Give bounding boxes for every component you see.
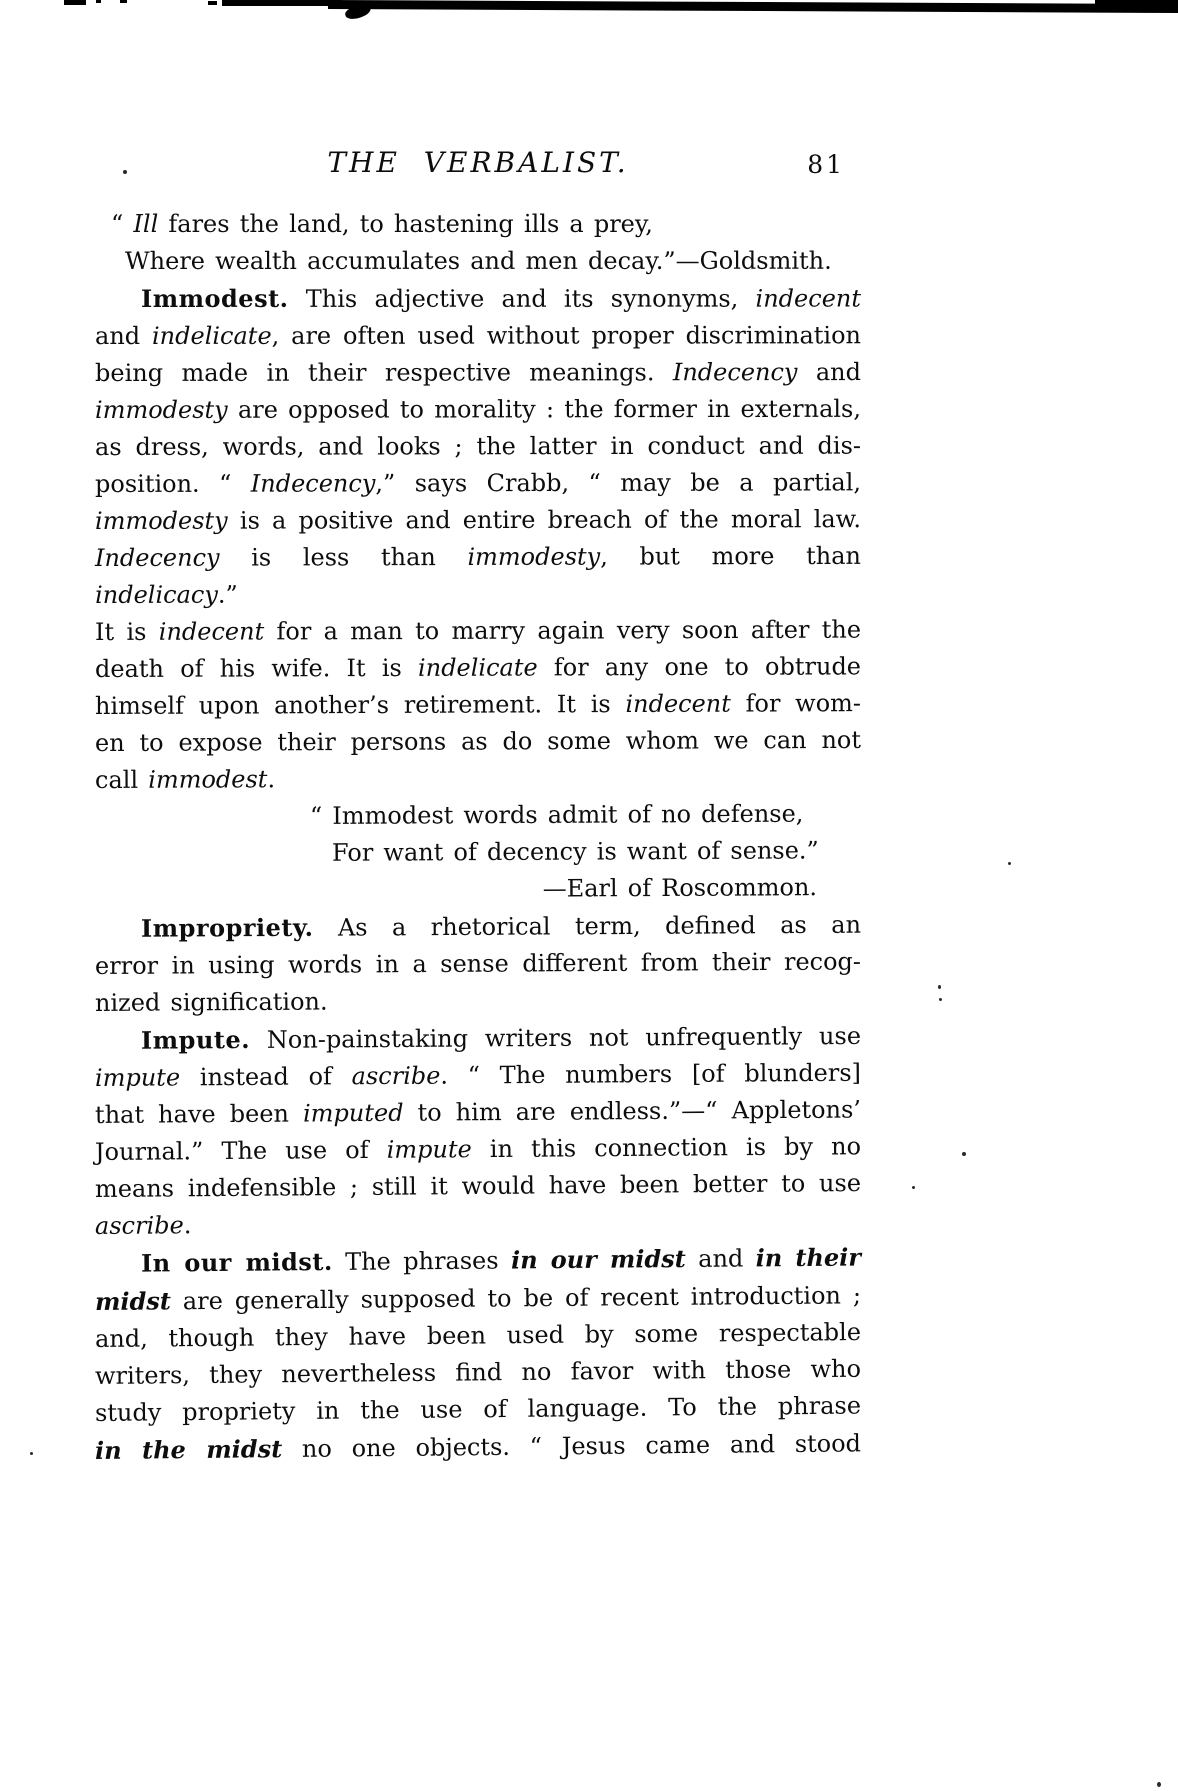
scan-bar bbox=[328, 0, 1178, 13]
text-segment: position. “ bbox=[94, 469, 251, 498]
page-body bbox=[95, 206, 861, 1470]
text-segment: to him are endless.”—“ Appletons’ bbox=[403, 1095, 862, 1127]
scan-speck bbox=[120, 0, 127, 3]
text-line bbox=[95, 832, 861, 873]
text-segment: is less than bbox=[219, 542, 468, 572]
text-line bbox=[95, 501, 861, 540]
text-line bbox=[95, 538, 861, 614]
text-segment: for wom- bbox=[730, 689, 862, 718]
text-line bbox=[95, 906, 861, 948]
text-line bbox=[95, 1017, 861, 1060]
scan-speck bbox=[64, 0, 86, 5]
dust-speck bbox=[962, 1152, 966, 1156]
text-segment: writers, they nevertheless find no favor with those who bbox=[94, 1354, 862, 1390]
text-line bbox=[95, 1424, 861, 1470]
text-segment: Indecency bbox=[94, 543, 220, 572]
text-segment: in their bbox=[755, 1242, 862, 1273]
text-segment: —Earl of Roscommon. bbox=[542, 873, 818, 903]
text-line bbox=[95, 943, 861, 985]
text-segment: in this connection is by no bbox=[471, 1132, 862, 1164]
text-segment: indecent bbox=[625, 689, 731, 719]
text-segment: en to expose their persons as do some whom we can not bbox=[94, 725, 862, 757]
text-line bbox=[95, 317, 861, 355]
text-segment: ascribe bbox=[351, 1061, 441, 1091]
dust-speck bbox=[912, 1186, 915, 1189]
scan-speck bbox=[208, 1, 217, 5]
text-line bbox=[95, 648, 861, 688]
page-title: THE VERBALIST. bbox=[327, 146, 629, 179]
text-segment: In our midst. bbox=[140, 1246, 333, 1278]
page-number: 81 bbox=[807, 150, 845, 179]
text-line bbox=[95, 280, 861, 318]
text-segment: and bbox=[94, 321, 153, 350]
text-segment: are opposed to morality : the former in externals, bbox=[227, 394, 862, 424]
text-line bbox=[95, 685, 861, 725]
text-line bbox=[95, 759, 861, 799]
text-segment: immodesty bbox=[467, 542, 601, 571]
text-segment: The phrases bbox=[332, 1246, 512, 1276]
text-segment: death of his wife. It is bbox=[94, 653, 419, 683]
text-segment: ,” says Crabb, “ may be a partial, bbox=[375, 468, 862, 498]
text-segment: indecent bbox=[158, 617, 265, 646]
text-segment: call bbox=[94, 765, 149, 794]
text-segment: Immodest. bbox=[140, 283, 289, 313]
text-segment: indecent bbox=[755, 284, 862, 313]
text-segment: that have been bbox=[94, 1099, 304, 1129]
dust-speck bbox=[1157, 1782, 1161, 1787]
text-segment: It is bbox=[94, 617, 159, 646]
text-segment: indelicate bbox=[151, 321, 272, 350]
text-segment: As a rhetorical term, defined as an bbox=[313, 910, 862, 942]
text-segment: impute bbox=[386, 1135, 472, 1164]
text-segment: , but more than bbox=[600, 541, 861, 571]
text-segment: nized signification. bbox=[94, 987, 328, 1017]
text-segment: . “ The numbers [of blunders] bbox=[440, 1058, 862, 1090]
text-line bbox=[95, 722, 861, 762]
dust-speck bbox=[30, 1452, 33, 1455]
text-segment: ascribe bbox=[94, 1211, 184, 1240]
text-segment: Indecency bbox=[250, 469, 376, 498]
dust-speck bbox=[938, 985, 941, 989]
text-segment: . bbox=[183, 1211, 192, 1240]
text-segment: Impute. bbox=[140, 1024, 251, 1055]
text-segment: This adjective and its synonyms, bbox=[288, 284, 756, 313]
text-segment: Ill bbox=[133, 210, 159, 238]
text-segment: Where wealth accumulates and men decay.”—Goldsmith. bbox=[124, 246, 832, 275]
dust-speck bbox=[939, 998, 942, 1001]
text-segment: himself upon another’s retirement. It is bbox=[94, 690, 626, 720]
text-line bbox=[95, 612, 861, 651]
text-segment: immodesty bbox=[94, 395, 228, 424]
text-line bbox=[95, 1055, 861, 1097]
text-line bbox=[95, 1128, 861, 1171]
text-segment: indelicate bbox=[417, 653, 538, 682]
text-segment: instead of bbox=[180, 1062, 352, 1092]
text-line bbox=[95, 243, 861, 280]
text-segment: Journal.” The use of bbox=[94, 1135, 387, 1166]
text-segment: for a man to marry again very soon after the bbox=[264, 615, 862, 646]
text-line bbox=[95, 206, 861, 243]
scan-speck bbox=[96, 0, 101, 3]
text-line bbox=[95, 1165, 861, 1208]
text-segment: in our midst bbox=[510, 1243, 686, 1275]
text-segment: study propriety in the use of language. To the phrase bbox=[94, 1391, 862, 1427]
text-segment: and bbox=[685, 1244, 756, 1273]
text-segment: , are often used without proper discrimination bbox=[271, 321, 862, 350]
text-segment: .” bbox=[217, 580, 238, 609]
text-line bbox=[95, 391, 861, 429]
text-line bbox=[95, 354, 861, 392]
text-line bbox=[95, 464, 861, 503]
text-segment: no one objects. “ Jesus came and stood bbox=[282, 1429, 862, 1464]
text-segment: Non-painstaking writers not unfrequently use bbox=[249, 1021, 862, 1054]
text-segment: impute bbox=[94, 1063, 181, 1092]
text-segment: and, though they have been used by some respectable bbox=[94, 1318, 862, 1353]
text-line bbox=[95, 869, 861, 910]
text-segment: being made in their respective meanings. bbox=[94, 358, 673, 387]
text-segment: midst bbox=[94, 1286, 172, 1316]
text-segment: For want of decency is want of sense.” bbox=[331, 836, 819, 867]
text-line bbox=[95, 1091, 861, 1134]
text-segment: as dress, words, and looks ; the latter in conduct and dis- bbox=[94, 431, 862, 461]
scan-bar bbox=[1095, 0, 1178, 9]
text-segment: indelicacy bbox=[95, 580, 218, 609]
text-segment: in the midst bbox=[94, 1434, 283, 1465]
dust-speck bbox=[1008, 862, 1011, 865]
running-head bbox=[95, 146, 861, 190]
text-segment: are generally supposed to be of recent introduction ; bbox=[170, 1281, 862, 1316]
text-segment: means indefensible ; still it would have been better to use bbox=[94, 1168, 862, 1203]
text-segment: fares the land, to hastening ills a prey, bbox=[158, 210, 653, 238]
text-line bbox=[95, 428, 861, 466]
scan-bar bbox=[222, 0, 342, 6]
text-segment: Indecency bbox=[672, 358, 798, 387]
text-line bbox=[95, 795, 861, 836]
text-segment: immodest bbox=[148, 765, 268, 794]
text-segment: for any one to obtrude bbox=[537, 652, 862, 682]
text-line bbox=[95, 980, 861, 1022]
text-segment: “ Immodest words admit of no defense, bbox=[309, 799, 804, 830]
text-segment: . bbox=[267, 765, 276, 794]
text-segment: and bbox=[797, 358, 862, 387]
text-segment: “ bbox=[111, 210, 134, 238]
text-segment: immodesty bbox=[94, 506, 228, 535]
text-segment: error in using words in a sense different from their recog- bbox=[94, 947, 862, 980]
text-segment: Impropriety. bbox=[140, 912, 314, 943]
text-segment: is a positive and entire breach of the moral law. bbox=[227, 505, 862, 535]
text-segment: imputed bbox=[302, 1098, 404, 1128]
